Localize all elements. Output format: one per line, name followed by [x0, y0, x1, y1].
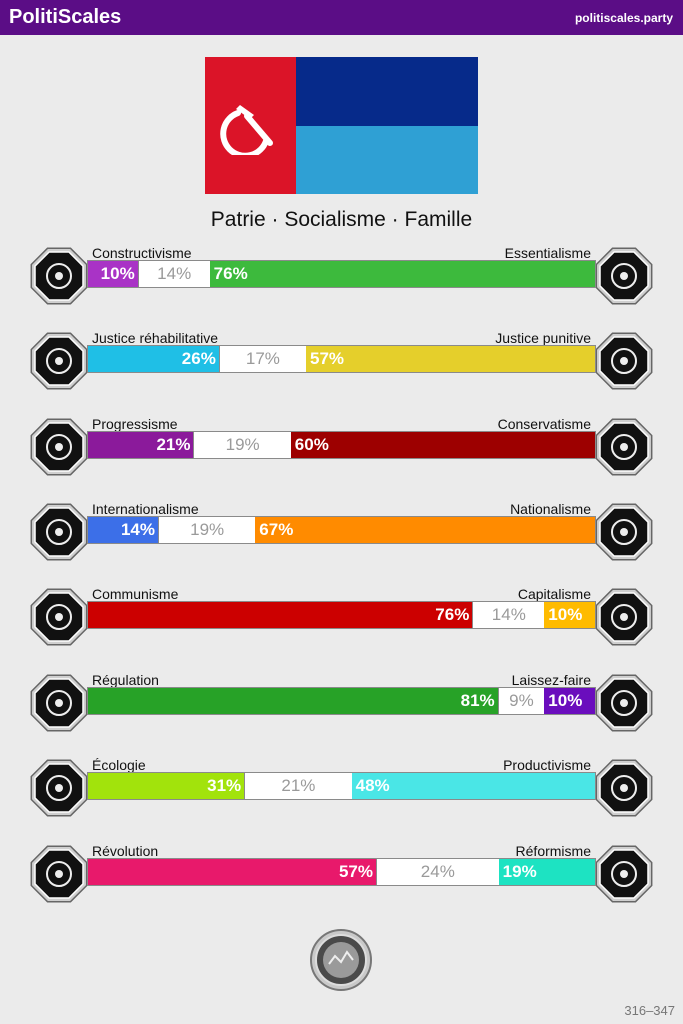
axis-right-segment: 60%	[291, 432, 595, 458]
axis-bar	[88, 773, 595, 799]
page-number: 316–347	[624, 1003, 675, 1018]
axis-left-label: Constructivisme	[92, 245, 192, 261]
axis-right-segment: 19%	[499, 859, 595, 885]
axis-row	[0, 843, 683, 913]
axis-row	[0, 330, 683, 400]
site-url[interactable]: politiscales.party	[574, 11, 673, 25]
flag-icon	[593, 501, 655, 563]
axis-right-label: Laissez-faire	[511, 672, 591, 688]
axis-neutral-segment: 21%	[245, 773, 351, 799]
axis-right-segment: 10%	[544, 602, 595, 628]
axis-row	[0, 416, 683, 486]
top-bar	[0, 0, 683, 35]
quill-icon	[593, 416, 655, 478]
raised-fist-icon	[28, 843, 90, 905]
axis-left-label: Écologie	[92, 757, 146, 773]
money-bag-icon	[593, 586, 655, 648]
axis-row	[0, 672, 683, 742]
axis-right-segment: 67%	[255, 517, 595, 543]
axis-right-label: Capitalisme	[517, 586, 591, 602]
axis-neutral-segment: 17%	[220, 346, 306, 372]
slogan: Patrie · Socialisme · Famille	[210, 208, 473, 231]
brand-title[interactable]: PolitiScales	[9, 6, 122, 28]
axis-neutral-segment: 19%	[159, 517, 255, 543]
leaf-icon	[28, 757, 90, 819]
axis-left-segment: 10%	[88, 261, 139, 287]
axis-left-segment: 21%	[88, 432, 194, 458]
axis-bar	[88, 346, 595, 372]
flag-light-blue-band	[296, 126, 478, 194]
axis-bar	[88, 432, 595, 458]
axis-neutral-segment: 24%	[377, 859, 499, 885]
flag-dark-blue-band	[296, 57, 478, 126]
axis-right-label: Essentialisme	[504, 245, 591, 261]
axis-row	[0, 245, 683, 315]
axis-right-label: Productivisme	[503, 757, 591, 773]
axis-right-segment: 57%	[306, 346, 595, 372]
axis-row	[0, 757, 683, 827]
axis-right-label: Réformisme	[515, 843, 591, 859]
axis-left-segment: 57%	[88, 859, 377, 885]
axis-row	[0, 586, 683, 656]
axis-right-label: Justice punitive	[495, 330, 591, 346]
axis-bar	[88, 261, 595, 287]
axis-left-segment: 81%	[88, 688, 499, 714]
axis-neutral-segment: 14%	[473, 602, 544, 628]
axis-right-segment: 10%	[544, 688, 595, 714]
axis-bar	[88, 859, 595, 885]
axis-left-segment: 14%	[88, 517, 159, 543]
axis-left-label: Révolution	[92, 843, 159, 859]
axis-row	[0, 501, 683, 571]
axis-left-label: Régulation	[92, 672, 159, 688]
flag	[205, 57, 478, 194]
axis-left-label: Progressisme	[92, 416, 178, 432]
ruler-icon	[28, 672, 90, 734]
axis-left-segment: 26%	[88, 346, 220, 372]
ballot-box-icon	[593, 843, 655, 905]
prison-bars-icon	[593, 330, 655, 392]
butterfly-icon	[593, 672, 655, 734]
axis-right-segment: 76%	[210, 261, 595, 287]
axis-left-label: Justice réhabilitative	[92, 330, 219, 346]
axis-bar	[88, 688, 595, 714]
axis-neutral-segment: 19%	[194, 432, 290, 458]
axis-left-segment: 76%	[88, 602, 473, 628]
axis-right-label: Conservatisme	[497, 416, 591, 432]
flower-icon	[593, 245, 655, 307]
factory-icon	[593, 757, 655, 819]
axis-right-segment: 48%	[352, 773, 595, 799]
axis-neutral-segment: 14%	[139, 261, 210, 287]
politiscales-seal-icon	[309, 928, 373, 992]
handshake-icon	[28, 330, 90, 392]
eye-construct-icon	[28, 245, 90, 307]
axis-left-segment: 31%	[88, 773, 245, 799]
axis-neutral-segment: 9%	[499, 688, 545, 714]
axis-bar	[88, 602, 595, 628]
hammer-sickle-icon	[28, 586, 90, 648]
globe-laurel-icon	[28, 501, 90, 563]
hammer-and-sickle-icon	[220, 95, 280, 155]
axis-bar	[88, 517, 595, 543]
axis-left-label: Internationalisme	[92, 501, 199, 517]
rocket-icon	[28, 416, 90, 478]
axis-left-label: Communisme	[92, 586, 179, 602]
axis-right-label: Nationalisme	[510, 501, 591, 517]
